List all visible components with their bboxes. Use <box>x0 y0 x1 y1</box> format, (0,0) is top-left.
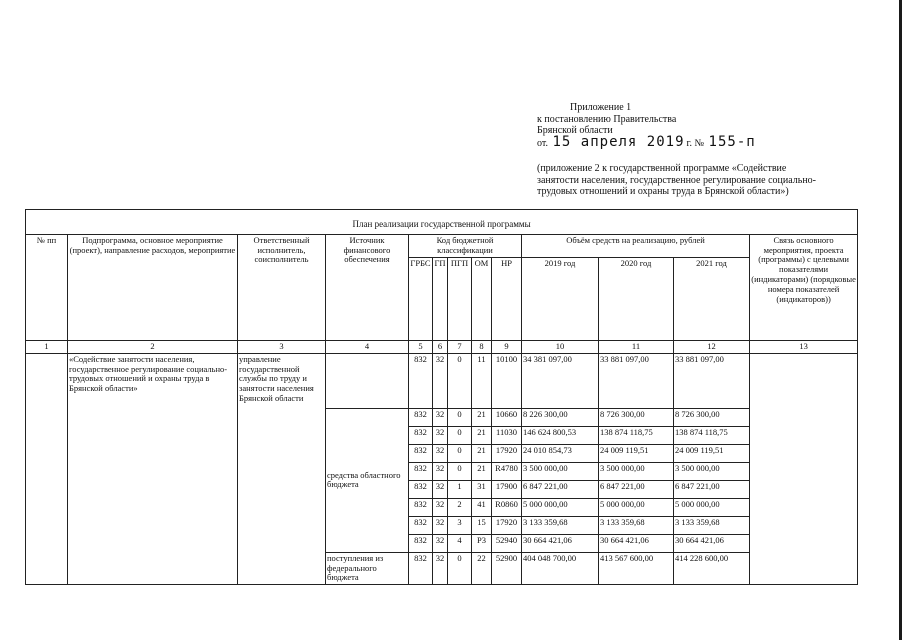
col-number: 1 <box>26 340 68 353</box>
cell-2021: 33 881 097,00 <box>674 353 750 408</box>
cell-gp: 32 <box>433 408 448 426</box>
cell-grbs: 832 <box>409 498 433 516</box>
cell-gp: 32 <box>433 552 448 584</box>
cell-2019: 5 000 000,00 <box>522 498 599 516</box>
cell-np: 10660 <box>492 408 522 426</box>
col-number: 6 <box>433 340 448 353</box>
cell-2020: 3 500 000,00 <box>599 462 674 480</box>
cell-gp: 32 <box>433 444 448 462</box>
cell-gp: 32 <box>433 462 448 480</box>
header-budget-code: Код бюджетной классификации <box>409 234 522 257</box>
appendix-date-line: от. 15 апреля 2019 г. № 155-п <box>537 133 756 150</box>
cell-pgp: 0 <box>448 408 472 426</box>
source-federal-cell: поступления из федерального бюджета <box>326 552 409 584</box>
plan-table <box>25 209 858 585</box>
cell-gp: 32 <box>433 534 448 552</box>
cell-grbs: 832 <box>409 426 433 444</box>
header-2019: 2019 год <box>522 257 599 340</box>
col-number: 2 <box>68 340 238 353</box>
cell-np: 11030 <box>492 426 522 444</box>
handwritten-date: 15 апреля 2019 <box>552 133 685 150</box>
cell-pgp: 0 <box>448 353 472 408</box>
cell-grbs: 832 <box>409 444 433 462</box>
cell-grbs: 832 <box>409 462 433 480</box>
cell-pgp: 3 <box>448 516 472 534</box>
cell-2019: 146 624 800,53 <box>522 426 599 444</box>
cell-np: R0860 <box>492 498 522 516</box>
cell-pgp: 0 <box>448 444 472 462</box>
cell-2020: 6 847 221,00 <box>599 480 674 498</box>
cell-2021: 414 228 600,00 <box>674 552 750 584</box>
col-number: 10 <box>522 340 599 353</box>
col-number: 13 <box>750 340 858 353</box>
cell-grbs: 832 <box>409 534 433 552</box>
col-number: 7 <box>448 340 472 353</box>
row-number-cell <box>26 353 68 584</box>
cell-np: 17920 <box>492 444 522 462</box>
header-om: ОМ <box>472 257 492 340</box>
cell-grbs: 832 <box>409 552 433 584</box>
cell-om: P3 <box>472 534 492 552</box>
header-source: Источник финансового обеспечения <box>326 234 409 340</box>
program-note: (приложение 2 к государственной программе «Содействие занятости населения, государственное регулирование социально-трудовых отношений и охраны труда в Брянской области») <box>537 163 816 197</box>
col-number: 4 <box>326 340 409 353</box>
source-regional-cell: средства областного бюджета <box>326 408 409 552</box>
cell-2019: 3 133 359,68 <box>522 516 599 534</box>
date-suffix: г. № <box>686 137 705 149</box>
col-number: 3 <box>238 340 326 353</box>
appendix-title: Приложение 1 <box>570 102 632 113</box>
cell-2021: 24 009 119,51 <box>674 444 750 462</box>
cell-om: 31 <box>472 480 492 498</box>
cell-om: 21 <box>472 426 492 444</box>
cell-grbs: 832 <box>409 408 433 426</box>
plan-title: План реализации государственной программы <box>26 210 858 235</box>
cell-np: 17900 <box>492 480 522 498</box>
cell-om: 41 <box>472 498 492 516</box>
cell-om: 22 <box>472 552 492 584</box>
program-name-cell: «Содействие занятости населения, государственное регулирование социально-трудовых отношений и охраны труда в Брянской области» <box>68 353 238 584</box>
col-number: 8 <box>472 340 492 353</box>
cell-pgp: 4 <box>448 534 472 552</box>
cell-om: 11 <box>472 353 492 408</box>
cell-np: 52900 <box>492 552 522 584</box>
cell-2020: 3 133 359,68 <box>599 516 674 534</box>
cell-pgp: 0 <box>448 426 472 444</box>
cell-2021: 8 726 300,00 <box>674 408 750 426</box>
cell-np: 10100 <box>492 353 522 408</box>
cell-2021: 30 664 421,06 <box>674 534 750 552</box>
cell-om: 21 <box>472 444 492 462</box>
cell-2019: 24 010 854,73 <box>522 444 599 462</box>
col-number: 11 <box>599 340 674 353</box>
col-number: 5 <box>409 340 433 353</box>
handwritten-number: 155-п <box>708 133 756 150</box>
cell-grbs: 832 <box>409 353 433 408</box>
cell-2020: 30 664 421,06 <box>599 534 674 552</box>
header-subprogram: Подпрограмма, основное мероприятие (проект), направление расходов, мероприятие <box>68 234 238 340</box>
source-empty-cell <box>326 353 409 408</box>
col-number: 12 <box>674 340 750 353</box>
cell-gp: 32 <box>433 516 448 534</box>
header-np: НР <box>492 257 522 340</box>
cell-2020: 5 000 000,00 <box>599 498 674 516</box>
header-executor: Ответственный исполнитель, соисполнитель <box>238 234 326 340</box>
cell-2020: 8 726 300,00 <box>599 408 674 426</box>
header-num: № пп <box>26 234 68 340</box>
cell-2019: 8 226 300,00 <box>522 408 599 426</box>
cell-2020: 138 874 118,75 <box>599 426 674 444</box>
cell-2019: 3 500 000,00 <box>522 462 599 480</box>
appendix-block <box>537 102 837 149</box>
cell-pgp: 1 <box>448 480 472 498</box>
header-link: Связь основного мероприятия, проекта (программы) с целевыми показателями (индикаторами) (порядковые номера показателей (индикаторов)) <box>750 234 858 340</box>
cell-2021: 138 874 118,75 <box>674 426 750 444</box>
header-2020: 2020 год <box>599 257 674 340</box>
cell-2019: 30 664 421,06 <box>522 534 599 552</box>
cell-pgp: 2 <box>448 498 472 516</box>
cell-gp: 32 <box>433 480 448 498</box>
col-number: 9 <box>492 340 522 353</box>
header-amount: Объём средств на реализацию, рублей <box>522 234 750 257</box>
header-pgp: ПГП <box>448 257 472 340</box>
cell-2020: 24 009 119,51 <box>599 444 674 462</box>
cell-om: 21 <box>472 462 492 480</box>
cell-grbs: 832 <box>409 516 433 534</box>
cell-2021: 3 133 359,68 <box>674 516 750 534</box>
cell-pgp: 0 <box>448 462 472 480</box>
link-cell <box>750 353 858 584</box>
scan-edge <box>899 0 902 640</box>
executor-cell: управление государственной службы по труду и занятости населения Брянской области <box>238 353 326 584</box>
cell-2019: 404 048 700,00 <box>522 552 599 584</box>
cell-om: 15 <box>472 516 492 534</box>
appendix-line-2: к постановлению Правительства <box>537 113 677 125</box>
cell-2021: 6 847 221,00 <box>674 480 750 498</box>
cell-2019: 34 381 097,00 <box>522 353 599 408</box>
cell-grbs: 832 <box>409 480 433 498</box>
date-prefix: от <box>537 137 546 149</box>
cell-2020: 413 567 600,00 <box>599 552 674 584</box>
cell-gp: 32 <box>433 426 448 444</box>
cell-np: 52940 <box>492 534 522 552</box>
cell-2021: 3 500 000,00 <box>674 462 750 480</box>
cell-2020: 33 881 097,00 <box>599 353 674 408</box>
cell-np: 17920 <box>492 516 522 534</box>
appendix-line-3: Брянской области <box>537 125 613 136</box>
table-row <box>26 353 858 408</box>
cell-om: 21 <box>472 408 492 426</box>
cell-pgp: 0 <box>448 552 472 584</box>
cell-gp: 32 <box>433 498 448 516</box>
cell-2021: 5 000 000,00 <box>674 498 750 516</box>
header-grbs: ГРБС <box>409 257 433 340</box>
header-2021: 2021 год <box>674 257 750 340</box>
cell-gp: 32 <box>433 353 448 408</box>
header-gp: ГП <box>433 257 448 340</box>
cell-np: R4780 <box>492 462 522 480</box>
cell-2019: 6 847 221,00 <box>522 480 599 498</box>
